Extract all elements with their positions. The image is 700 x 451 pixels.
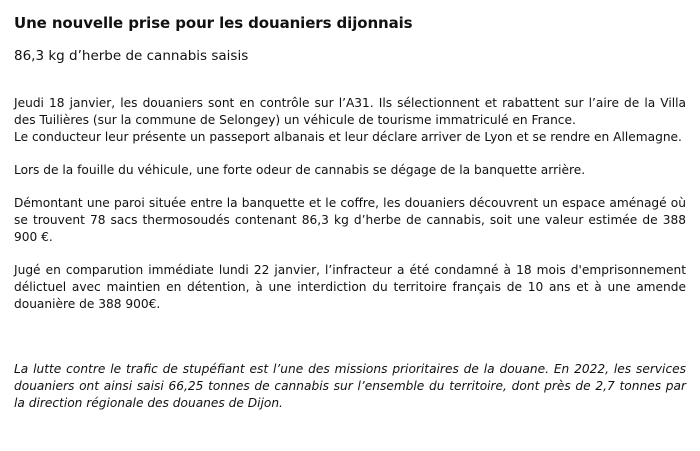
paragraph-search: Lors de la fouille du véhicule, une forte odeur de cannabis se dégage de la banquette arrière. — [14, 163, 586, 177]
article-headline: Une nouvelle prise pour les douaniers dijonnais — [14, 14, 413, 32]
paragraph-driver: Le conducteur leur présente un passeport albanais et leur déclare arriver de Lyon et se rendre en Allemagne. — [14, 130, 682, 144]
paragraph-judgment: Jugé en comparution immédiate lundi 22 janvier, l’infracteur a été condamné à 18 mois d'emprisonnement délictuel avec maintien en détention, à une interdiction du territoire français de 10 ans et à une amende douanière de 388 900€. — [14, 263, 686, 311]
article-subtitle: 86,3 kg d’herbe de cannabis saisis — [14, 48, 249, 64]
paragraph-discovery: Démontant une paroi située entre la banquette et le coffre, les douaniers découvrent un espace aménagé où se trouvent 78 sacs thermosoudés contenant 86,3 kg d’herbe de cannabis, soit une valeur estimée de 388 900 €. — [14, 196, 686, 244]
closing-note: La lutte contre le trafic de stupéfiant est l’une des missions prioritaires de la douane. En 2022, les services douaniers ont ainsi saisi 66,25 tonnes de cannabis sur l’ensemble du territoire, dont près de 2,7 tonnes par la direction régionale des douanes de Dijon. — [14, 362, 686, 410]
article — [14, 13, 686, 412]
paragraph-control: Jeudi 18 janvier, les douaniers sont en contrôle sur l’A31. Ils sélectionnent et rabattent sur l’aire de la Villa des Tuilières (sur la commune de Selongey) un véhicule de tourisme immatriculé en France. — [14, 96, 686, 127]
